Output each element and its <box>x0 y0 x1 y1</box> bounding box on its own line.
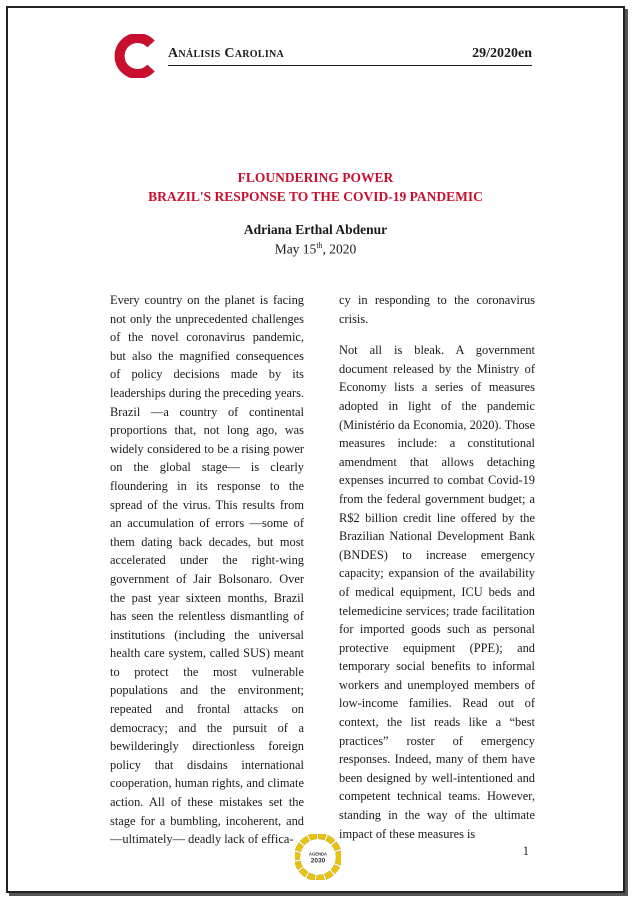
body-column-right <box>339 291 535 843</box>
brand-name: Análisis Carolina <box>168 46 285 61</box>
document-page <box>6 6 625 893</box>
header-rule <box>168 65 532 66</box>
author-name: Adriana Erthal Abdenur <box>243 222 388 237</box>
body-paragraph: Not all is bleak. A government document released by the Ministry of Economy lists a series of measures adopted in light of the pandemic (Ministério da Economia, 2020). Those measures include: a constitutional amendment that allows detaching expenses incurred to combat Covid-19 from the federal government budget; a R$2 billion credit line offered by the Brazilian National Development Bank (BNDES) to increase emergency capacity; expansion of the availability of medical equipment, ICU beds and telemedicine services; trade facilitation for imported goods such as personal protective equipment (PPE); and temporary social benefits to informal workers and unemployed members of low-income families. Read out of context, the list reads like a “best practices” roster of emergency responses. Indeed, many of them have been designed by well-intentioned and competent technical teams. However, standing in the way of the ultimate impact of these measures is <box>339 343 535 841</box>
body-paragraph: cy in responding to the coronavirus crisis. <box>339 293 535 326</box>
body-column-left <box>110 291 304 849</box>
sdg-agenda-2030-icon <box>295 834 341 880</box>
svg-text:AGENDA: AGENDA <box>308 851 328 857</box>
title-line-2: BRAZIL'S RESPONSE TO THE COVID-19 PANDEMIC <box>148 189 483 204</box>
svg-text:2030: 2030 <box>310 857 326 865</box>
body-paragraph: Every country on the planet is facing not only the unprecedented challenges of the novel coronavirus pandemic, but also the magnified consequences of policy decisions made by its leaderships during the preceding years. Brazil —a country of continental proportions that, not long ago, was widely considered to be a rising power on the global stage— is clearly floundering in its response to the spread of the virus. This results from an accumulation of errors —some of them dating back decades, but most accelerated under the right-wing government of Jair Bolsonaro. Over the past year sixteen months, Brazil has seen the relentless dismantling of institutions (including the universal health care system, called SUS) meant to protect the most vulnerable populations and the environment; repeated and frontal attacks on democracy; and the pursuit of a bewilderingly directionless foreign policy that disdains international cooperation, human rights, and climate action. All of these mistakes set the stage for a bumbling, incoherent, and —ultimately— deadly lack of effica- <box>110 293 304 847</box>
title-line-1: FLOUNDERING POWER <box>237 170 394 185</box>
publication-date: May 15th, 2020 <box>274 241 357 257</box>
issue-number: 29/2020en <box>472 46 532 61</box>
analisis-carolina-logo-icon <box>111 34 157 78</box>
document-title <box>8 168 623 206</box>
page-number: 1 <box>522 844 529 858</box>
